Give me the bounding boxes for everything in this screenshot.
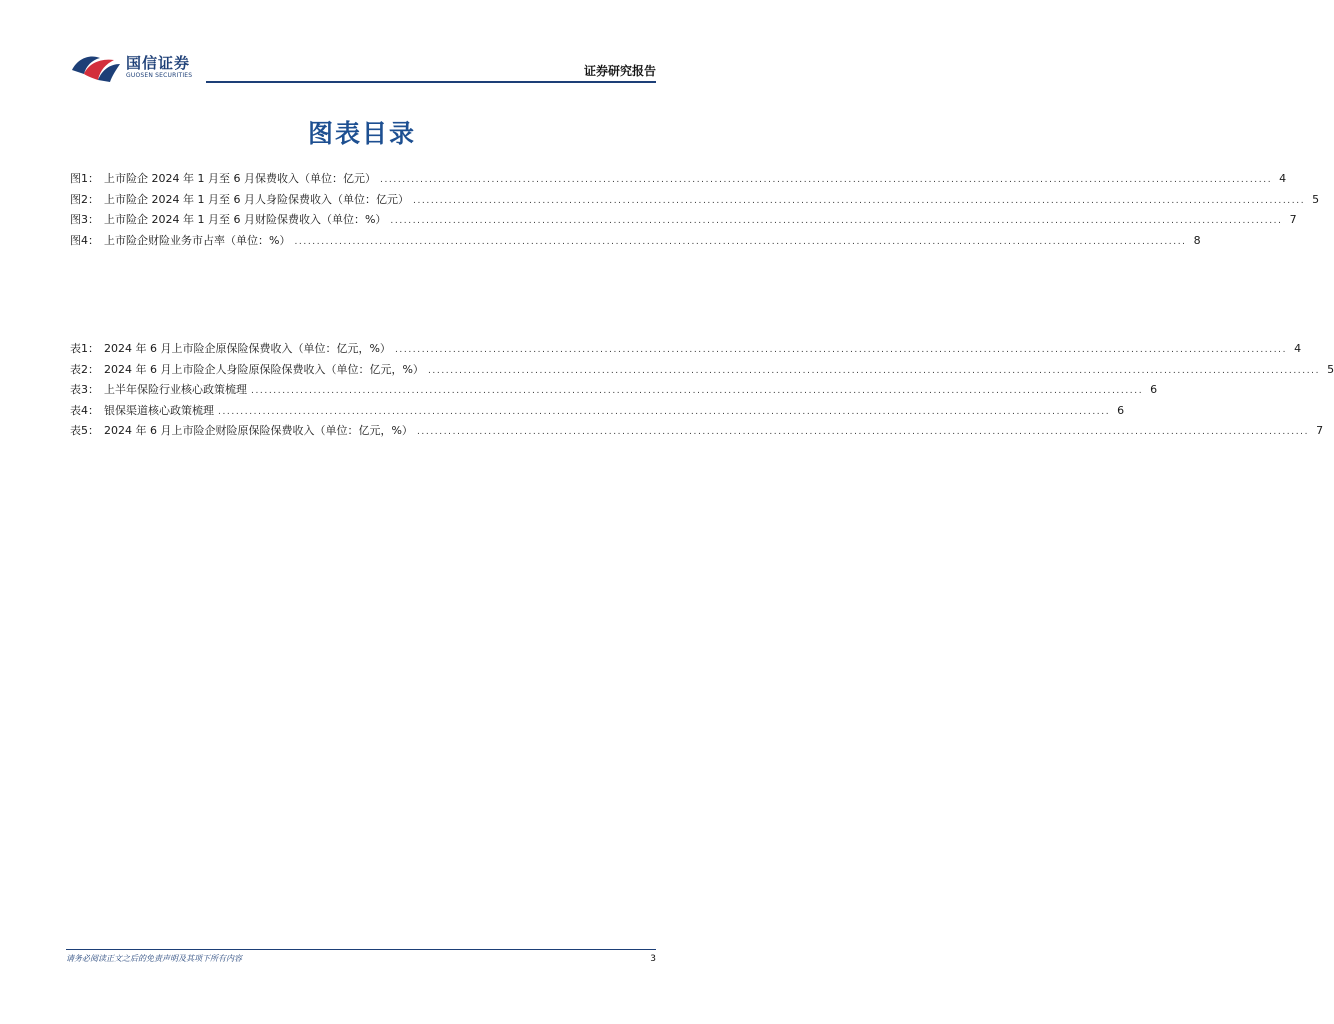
page-header — [70, 50, 656, 84]
dot-leader: ........................................................................................................................................................................................................ — [379, 175, 1273, 185]
figure-page-number[interactable]: 4 — [1279, 172, 1287, 185]
page-title: 图表目录 — [307, 119, 416, 148]
table-label: 表1： — [70, 342, 99, 355]
dot-leader: ........................................................................................................................................................................................................ — [394, 345, 1288, 355]
figure-label: 图3： — [70, 213, 99, 226]
table-entry[interactable] — [70, 361, 1334, 382]
dot-leader: ........................................................................................................................................................................................................ — [427, 365, 1321, 376]
dot-leader: ........................................................................................................................................................................................................ — [251, 386, 1144, 396]
table-entry[interactable] — [70, 402, 1125, 423]
footer-divider — [66, 949, 656, 950]
figure-label: 图4： — [70, 233, 99, 247]
header-divider — [206, 81, 656, 83]
table-page-number[interactable]: 5 — [1327, 362, 1334, 376]
dot-leader: ........................................................................................................................................................................................................ — [390, 216, 1283, 226]
table-label: 表5： — [70, 424, 99, 437]
logo-chinese-text: 国信证券 — [126, 54, 191, 72]
figure-title[interactable]: 上市险企财险业务市占率（单位：%） — [104, 233, 291, 247]
figure-page-number[interactable]: 7 — [1289, 213, 1297, 226]
table-title[interactable]: 银保渠道核心政策梳理 — [104, 403, 214, 417]
table-label: 表2： — [70, 362, 99, 376]
table-entry[interactable] — [70, 381, 1158, 402]
figure-entry[interactable] — [70, 211, 1297, 232]
report-type-label: 证券研究报告 — [583, 64, 656, 78]
logo-english-text: GUOSEN SECURITIES — [126, 72, 193, 79]
table-title[interactable]: 2024 年 6 月上市险企财险原保险保费收入（单位：亿元，%） — [104, 424, 413, 437]
table-entry[interactable] — [70, 340, 1302, 361]
table-title[interactable]: 2024 年 6 月上市险企人身险原保险保费收入（单位：亿元，%） — [104, 362, 424, 376]
figure-entry[interactable] — [70, 191, 1320, 212]
guosen-logo — [70, 50, 220, 84]
table-label: 表4： — [70, 403, 99, 417]
table-list — [70, 340, 1334, 443]
table-page-number[interactable]: 4 — [1294, 342, 1302, 355]
figure-title[interactable]: 上市险企 2024 年 1 月至 6 月财险保费收入（单位：%） — [104, 213, 387, 226]
table-page-number[interactable]: 6 — [1150, 383, 1158, 396]
figure-page-number[interactable]: 8 — [1193, 233, 1201, 247]
guosen-logo-mark-icon — [70, 52, 122, 82]
figure-title[interactable]: 上市险企 2024 年 1 月至 6 月保费收入（单位：亿元） — [104, 172, 376, 185]
disclaimer-note: 请务必阅读正文之后的免责声明及其项下所有内容 — [66, 954, 242, 963]
figure-entry[interactable] — [70, 232, 1201, 253]
dot-leader: ........................................................................................................................................................................................................ — [218, 406, 1111, 417]
page-number: 3 — [650, 954, 656, 964]
figure-entry[interactable] — [70, 170, 1287, 191]
table-page-number[interactable]: 6 — [1117, 403, 1125, 417]
table-title[interactable]: 上半年保险行业核心政策梳理 — [104, 383, 247, 396]
table-label: 表3： — [70, 383, 99, 396]
table-entry[interactable] — [70, 422, 1324, 443]
dot-leader: ........................................................................................................................................................................................................ — [416, 427, 1310, 437]
table-page-number[interactable]: 7 — [1316, 424, 1324, 437]
figure-label: 图1： — [70, 172, 99, 185]
dot-leader: ........................................................................................................................................................................................................ — [294, 236, 1187, 247]
figure-label: 图2： — [70, 192, 99, 206]
figure-page-number[interactable]: 5 — [1312, 192, 1320, 206]
figure-title[interactable]: 上市险企 2024 年 1 月至 6 月人身险保费收入（单位：亿元） — [104, 192, 409, 206]
table-title[interactable]: 2024 年 6 月上市险企原保险保费收入（单位：亿元，%） — [104, 342, 391, 355]
figure-list — [70, 170, 1320, 252]
dot-leader: ........................................................................................................................................................................................................ — [412, 195, 1306, 206]
